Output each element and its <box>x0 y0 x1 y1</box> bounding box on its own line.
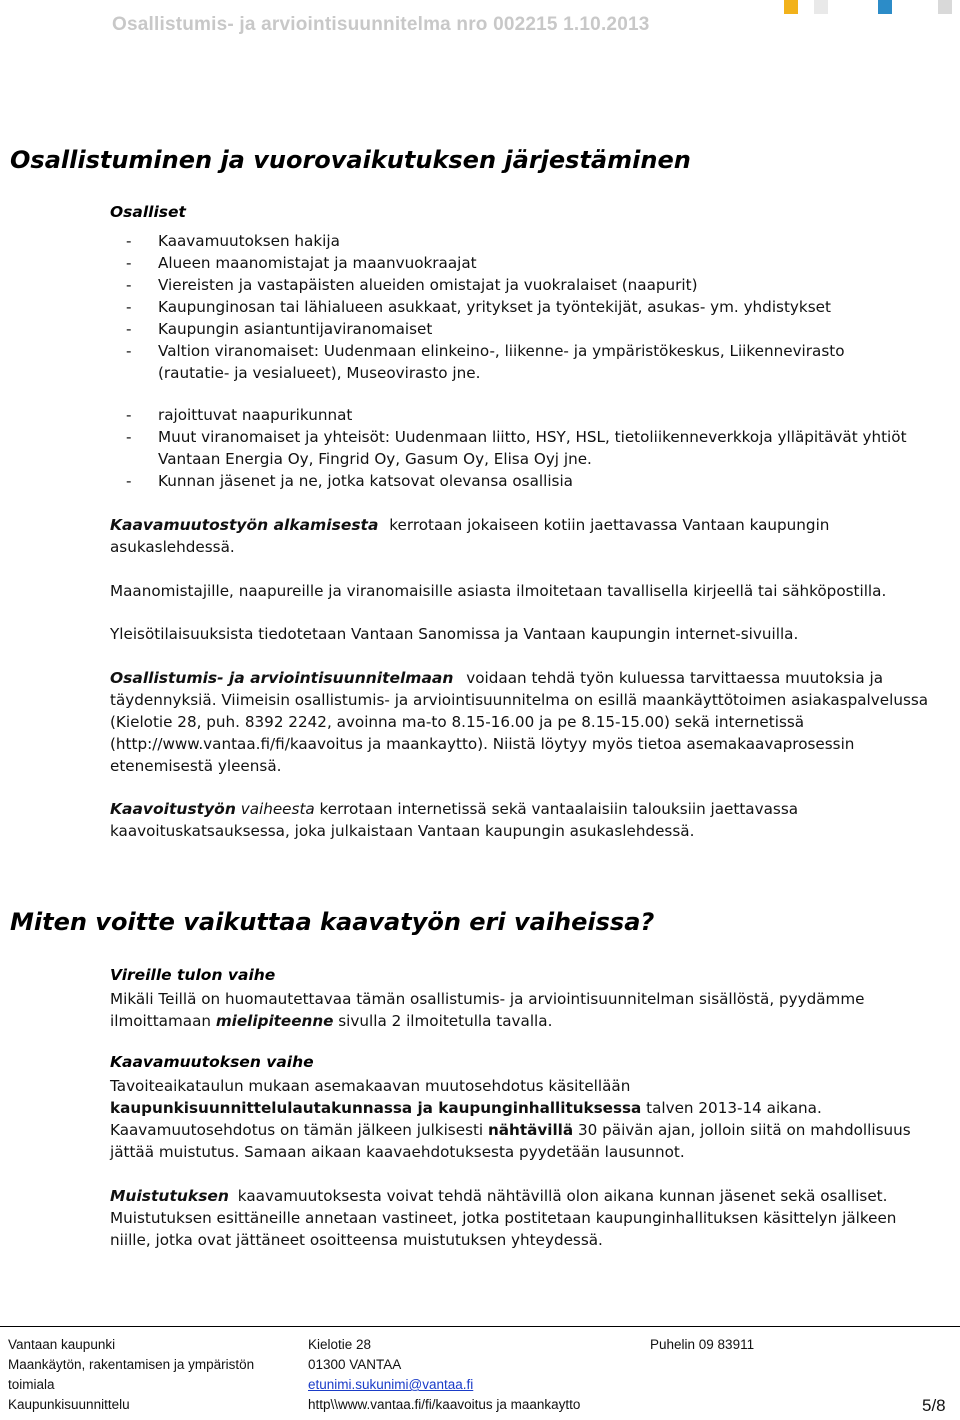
footer-organization <box>8 1335 254 1415</box>
footer-website[interactable]: http\\www.vantaa.fi/fi/kaavoitus ja maankaytto <box>308 1397 581 1412</box>
text-line: asukaslehdessä. <box>110 538 235 556</box>
list-dash: - <box>126 406 132 424</box>
list-dash: - <box>126 472 132 490</box>
footer-address: Kielotie 28 <box>308 1337 372 1352</box>
list-item: Kaavamuutoksen hakija <box>158 232 340 250</box>
text-line: sivulla 2 ilmoitetulla tavalla. <box>338 1012 553 1030</box>
list-item: Kunnan jäsenet ja ne, jotka katsovat olevansa osallisia <box>158 472 573 490</box>
footer-divider <box>0 1326 960 1327</box>
logo-square-blue <box>878 0 892 14</box>
emphasis-nahtavilla: nähtävillä <box>487 1121 574 1139</box>
document-header-title: Osallistumis- ja arviointisuunnitelma nro 002215 1.10.2013 <box>112 14 650 35</box>
heading-vireille: Vireille tulon vaihe <box>110 966 276 984</box>
text-line: kaavoituskatsauksessa, joka julkaistaan Vantaan kaupungin asukaslehdessä. <box>110 822 695 840</box>
section-title-participation: Osallistuminen ja vuorovaikutuksen järjestäminen <box>10 146 691 174</box>
text-line: voidaan tehdä työn kuluessa tarvittaessa muutoksia ja <box>466 669 884 687</box>
list-item: Kaupunginosan tai lähialueen asukkaat, yritykset ja työntekijät, asukas- ym. yhdistykset <box>158 298 831 316</box>
list-item: Viereisten ja vastapäisten alueiden omistajat ja vuokralaiset (naapurit) <box>158 276 698 294</box>
paragraph-oas <box>110 667 928 777</box>
text-line: etenemisestä yleensä. <box>110 757 282 775</box>
text-line: jättää muistutus. Samaan aikaan kaavaehdotuksesta pyydetään lausunnot. <box>110 1143 685 1161</box>
emphasis-mielipiteenne: mielipiteenne <box>215 1012 334 1030</box>
text-line: Muistutuksen esittäneille annetaan vastineet, jotka postitetaan kaupunginhallituksen käsittelyn jälkeen <box>110 1209 897 1227</box>
footer-postcode: 01300 VANTAA <box>308 1357 402 1372</box>
lead-muistutuksen: Muistutuksen <box>110 1187 229 1205</box>
list-item: Alueen maanomistajat ja maanvuokraajat <box>158 254 477 272</box>
vantaa-logo-squares <box>750 0 960 20</box>
text-line: kerrotaan jokaiseen kotiin jaettavassa Vantaan kaupungin <box>389 516 830 534</box>
list-dash: - <box>126 254 132 272</box>
list-dash: - <box>126 428 132 446</box>
footer-org-line: Kaupunkisuunnittelu <box>8 1397 130 1412</box>
text-line: niille, jotka ovat jättäneet osoitteensa muistutuksen yhteydessä. <box>110 1231 603 1249</box>
osalliset-list <box>0 230 960 500</box>
heading-osalliset: Osalliset <box>110 203 186 221</box>
list-item: rajoittuvat naapurikunnat <box>158 406 353 424</box>
footer-org-line: toimiala <box>8 1377 55 1392</box>
heading-kaavamuutos: Kaavamuutoksen vaihe <box>110 1053 314 1071</box>
text-line: talven 2013-14 aikana. <box>646 1099 822 1117</box>
paragraph-alkaminen <box>110 514 829 558</box>
section-title-influence: Miten voitte vaikuttaa kaavatyön eri vaiheissa? <box>10 908 655 936</box>
paragraph-vireille <box>110 988 864 1032</box>
paragraph-yleisotilaisuudet: Yleisötilaisuuksista tiedotetaan Vantaan Sanomissa ja Vantaan kaupungin internet-sivuilla. <box>110 625 799 643</box>
footer-phone: Puhelin 09 83911 <box>650 1337 755 1352</box>
list-dash: - <box>126 232 132 250</box>
lead-kaavoitustyon: Kaavoitustyön <box>110 800 236 818</box>
text-line: Kaavamuutosehdotus on tämän jälkeen julkisesti <box>110 1121 484 1139</box>
paragraph-kaavamuutos <box>110 1075 911 1163</box>
list-item: Kaupungin asiantuntijaviranomaiset <box>158 320 433 338</box>
page-number: 5/8 <box>922 1396 946 1415</box>
footer-org-line: Maankäytön, rakentamisen ja ympäristön <box>8 1357 255 1372</box>
footer-contact <box>308 1335 580 1415</box>
list-item-continuation: Vantaan Energia Oy, Fingrid Oy, Gasum Oy, Elisa Oyj jne. <box>158 450 592 468</box>
list-dash: - <box>126 320 132 338</box>
footer-email-link[interactable]: etunimi.sukunimi@vantaa.fi <box>308 1377 474 1392</box>
text-line: Tavoiteaikataulun mukaan asemakaavan muutosehdotus käsitellään <box>110 1077 631 1095</box>
list-dash: - <box>126 342 132 360</box>
text-line: (Kielotie 28, puh. 8392 2242, avoinna ma-to 8.15-16.00 ja pe 8.15-15.00) sekä internetissä <box>110 713 805 731</box>
lead-alkaminen: Kaavamuutostyön alkamisesta <box>110 516 379 534</box>
text-line: kaavamuutoksesta voivat tehdä nähtävillä olon aikana kunnan jäsenet sekä osalliset. <box>237 1187 888 1205</box>
text-line: kerrotaan internetissä sekä vantaalaisiin talouksiin jaettavassa <box>319 800 799 818</box>
text-line: (http://www.vantaa.fi/fi/kaavoitus ja maankaytto). Niistä löytyy myös tietoa asemakaavaprosessin <box>110 735 855 753</box>
list-dash: - <box>126 298 132 316</box>
logo-square-light <box>814 0 828 14</box>
text-line: täydennyksiä. Viimeisin osallistumis- ja arviointisuunnitelma on esillä maankäyttötoimen asiakaspalvelussa <box>110 691 929 709</box>
text-line: Mikäli Teillä on huomautettavaa tämän osallistumis- ja arviointisuunnitelman sisällöstä, pyydämme <box>110 990 865 1008</box>
paragraph-vaiheet <box>110 798 798 842</box>
logo-square-yellow <box>784 0 798 14</box>
text-line: ilmoittamaan <box>110 1012 211 1030</box>
paragraph-maanomistajat: Maanomistajille, naapureille ja viranomaisille asiasta ilmoitetaan tavallisella kirjeellä tai sähköpostilla. <box>110 582 887 600</box>
list-dash: - <box>126 276 132 294</box>
list-item-continuation: (rautatie- ja vesialueet), Museovirasto jne. <box>158 364 481 382</box>
lead-vaiheesta: vaiheesta <box>240 800 315 818</box>
text-line: 30 päivän ajan, jolloin siitä on mahdollisuus <box>577 1121 911 1139</box>
paragraph-muistutukset <box>110 1185 896 1251</box>
footer-org-line: Vantaan kaupunki <box>8 1337 116 1352</box>
logo-square-grey <box>938 0 952 14</box>
list-item: Muut viranomaiset ja yhteisöt: Uudenmaan liitto, HSY, HSL, tietoliikenneverkkoja ylläpitävät yhtiöt <box>158 428 907 446</box>
list-item: Valtion viranomaiset: Uudenmaan elinkeino-, liikenne- ja ympäristökeskus, Liikennevirasto <box>158 342 845 360</box>
emphasis-lautakunta: kaupunkisuunnittelulautakunnassa ja kaupunginhallituksessa <box>110 1099 642 1117</box>
lead-oas: Osallistumis- ja arviointisuunnitelmaan <box>110 669 454 687</box>
